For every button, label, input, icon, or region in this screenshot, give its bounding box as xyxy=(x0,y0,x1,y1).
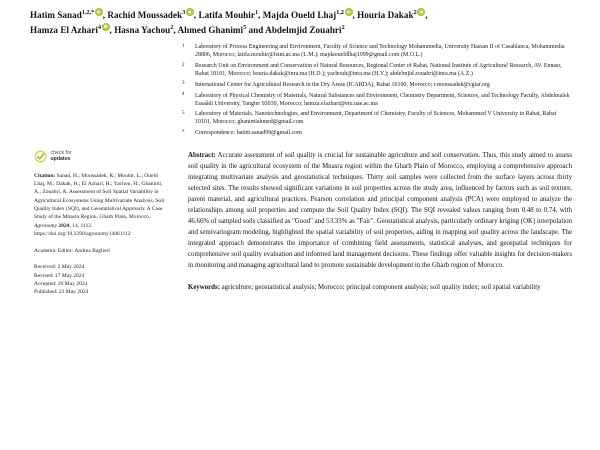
affiliation-item xyxy=(182,43,574,59)
author-entry xyxy=(107,10,198,20)
affiliation-number: * xyxy=(182,128,185,135)
citation-text: Sanad, H.; Moussadek, R.; Mouhir, L.; Oueld Lhaj, M.; Dakak, H.; El Azhari, H.; Yachou, H.; Ghanimi, A.; Zouahri, A. Assessment of Soil Spatial Variability in Agricultural Ecosystems Using Multivariate Analysis, Soil Quality Index (SQI), and Geostatistical Approach: A Case Study of the Mnasra Region, Gharb Plain, Morocco. xyxy=(34,172,165,221)
author-entry xyxy=(30,25,114,35)
author-sep: , xyxy=(425,10,428,21)
author-entry xyxy=(265,25,345,35)
author-name: Abdelmjid Zouahri xyxy=(265,24,342,35)
check-for-updates-label xyxy=(51,150,72,162)
author-sep: , xyxy=(109,24,115,35)
author-name: Hamza El Azhari xyxy=(30,24,98,35)
affiliation-text: Research Unit on Environment and Conservation of Natural Resources, Regional Center of Rabat, National Institute of Agricultural Research, AV. Ennasr, Rabat 10101, Morocco; houria.dakak@inra.ma (H.D.); yachouh@inra.ma (H.Y.); abdelmjid.zouahri@inra.ma (A.Z.) xyxy=(195,63,562,78)
citation-doi-link[interactable]: https://doi.org/10.3390/agronomy14061112 xyxy=(34,231,131,238)
author-entry xyxy=(30,10,107,20)
orcid-icon[interactable] xyxy=(345,8,353,16)
affiliation-list xyxy=(182,43,574,137)
author-sep: , xyxy=(102,10,108,21)
author-affil-sup: 1,2,* xyxy=(81,9,95,16)
author-name: Rachid Moussadek xyxy=(107,10,183,21)
author-affil-sup: 3 xyxy=(182,9,186,16)
author-sep: , xyxy=(258,10,263,21)
date-published: Published: 23 May 2024 xyxy=(34,289,89,296)
affiliation-text: International Center for Agricultural Research in the Dry Areas (ICARDA), Rabat 10100, Morocco; r.moussadek@cgiar.org xyxy=(195,81,490,88)
affiliation-item xyxy=(182,62,574,78)
author-entry xyxy=(178,25,266,35)
author-affil-sup: 1,2 xyxy=(336,9,344,16)
author-entry xyxy=(263,10,357,20)
affiliation-text: Laboratory of Materials, Nanotechnologies, and Environment, Department of Chemistry, Faculty of Sciences, Mohammed V University in Rabat, Rabat 10101, Morocco; ghanimiahmed@gmail.com xyxy=(195,111,557,126)
abstract-label: Abstract: xyxy=(188,151,216,159)
keywords-section xyxy=(188,282,574,293)
citation-volume-pages: , 14, 1112. xyxy=(69,222,93,229)
author-list xyxy=(30,7,574,36)
author-sep: , xyxy=(193,10,199,21)
affiliation-item xyxy=(182,129,574,137)
affiliation-item xyxy=(182,110,574,126)
author-name: Majda Oueld Lhaj xyxy=(262,10,337,21)
author-affil-sup: 2 xyxy=(341,23,345,31)
date-received: Received: 2 May 2024 xyxy=(34,264,85,271)
metadata-sidebar xyxy=(30,148,178,297)
affiliation-item xyxy=(182,81,574,89)
affiliation-text: Laboratory of Process Engineering and Environment, Faculty of Science and Technology Mohammedia, University Hassan II of Casablanca, Mohammedia 28806, Morocco; latifa.mouhir@fstm.ac.ma (L.M.); majdaoueldlhaj1999@gmail.com (M.O.L.) xyxy=(195,44,565,59)
affiliation-item xyxy=(182,92,574,108)
affiliation-number: 4 xyxy=(182,91,185,98)
affiliation-number: 1 xyxy=(182,42,185,49)
affiliation-number: 3 xyxy=(182,80,185,87)
author-name: Houria Dakak xyxy=(357,10,414,21)
author-line-1 xyxy=(30,7,560,22)
author-affil-sup: 4 xyxy=(97,23,102,31)
citation-journal: Agronomy xyxy=(34,222,57,229)
author-entry xyxy=(198,10,262,20)
academic-editor-label: Academic Editor: xyxy=(34,247,74,254)
author-affil-sup: 2 xyxy=(413,9,417,16)
author-affil-sup: 1 xyxy=(254,9,259,16)
abstract-column xyxy=(178,148,574,297)
citation-block xyxy=(34,172,178,239)
orcid-icon[interactable] xyxy=(417,8,425,16)
date-accepted: Accepted: 20 May 2024 xyxy=(34,280,88,287)
author-line-2 xyxy=(30,22,560,37)
author-sep: and xyxy=(246,24,266,35)
author-name: Hatim Sanad xyxy=(30,10,82,21)
author-sep: , xyxy=(173,24,178,35)
check-for-updates-badge[interactable] xyxy=(34,150,178,163)
affiliation-text: Correspondence: hatim.sanad99@gmail.com xyxy=(195,130,302,137)
author-sep: , xyxy=(352,10,358,21)
date-revised: Revised: 17 May 2024 xyxy=(34,272,85,279)
affiliation-number: 5 xyxy=(182,109,185,116)
author-affil-sup: 2 xyxy=(170,23,174,31)
affiliation-number: 2 xyxy=(182,61,185,68)
citation-year: 2024 xyxy=(56,222,70,229)
academic-editor-name: Andrea Baglieri xyxy=(73,247,110,254)
affiliation-text: Laboratory of Physical Chemistry of Materials, Natural Substances and Environment, Chemistry Department, Sciences, and Technology Faculty, Abdelmalek Essaâdi University, Tangier 93030, Morocco; hamza.elazhari@etu.uae.ac.ma xyxy=(195,92,570,107)
badge-line-1: check for xyxy=(50,150,72,157)
author-entry xyxy=(357,10,427,20)
academic-editor xyxy=(34,247,178,255)
orcid-icon[interactable] xyxy=(95,8,103,16)
orcid-icon[interactable] xyxy=(102,23,110,31)
publication-dates xyxy=(34,263,178,296)
author-name: Ahmed Ghanimi xyxy=(177,24,244,35)
abstract-section xyxy=(188,150,574,271)
author-name: Hasna Yachou xyxy=(114,24,171,35)
author-affil-sup: 5 xyxy=(243,23,247,31)
abstract-text: Accurate assessment of soil quality is crucial for sustainable agriculture and soil conservation. Thus, this study aimed to assess soil quality in the agricultural ecosystem of the Mnasra region within the Gharb Plain of Morocco, employing a comprehensive approach integrating multivariate analysis and geostatistical techniques. Thirty soil samples were collected from the surface layers across thirty selected sites. The results showed significant variations in soil properties across the study area, influenced by factors such as soil texture, parent material, and agricultural practices. Pearson correlation and principal component analysis (PCA) were employed to analyze the relationships among soil properties and compute the Soil Quality Index (SQI). The SQI revealed values ranging from 0.48 to 0.74, with 46.66% of sampled soils classified as "Good" and 53.33% as "Fair". Geostatistical analysis, particularly ordinary kriging (OK) interpolation and semivariogram modeling, highlighted the spatial variability of soil properties, aiding in mapping soil quality across the landscape. The integrated approach demonstrates the importance of combining field assessments, statistical analyses, and geospatial techniques for comprehensive soil quality evaluation and informed land management decisions. These findings offer valuable insights for decision-makers in monitoring and managing agricultural land to promote sustainable development in the Gharb region of Morocco. xyxy=(188,151,572,269)
keywords-text: agriculture; geostatistical analysis; Morocco; principal component analysis; soil quality index; soil spatial variability xyxy=(219,283,541,291)
check-circle-icon xyxy=(34,150,47,163)
orcid-icon[interactable] xyxy=(186,8,194,16)
author-name: Latifa Mouhir xyxy=(198,10,255,21)
citation-label: Citation: xyxy=(34,172,56,179)
badge-line-2: updates xyxy=(50,156,71,163)
keywords-label: Keywords: xyxy=(188,283,220,291)
author-entry xyxy=(114,25,177,35)
